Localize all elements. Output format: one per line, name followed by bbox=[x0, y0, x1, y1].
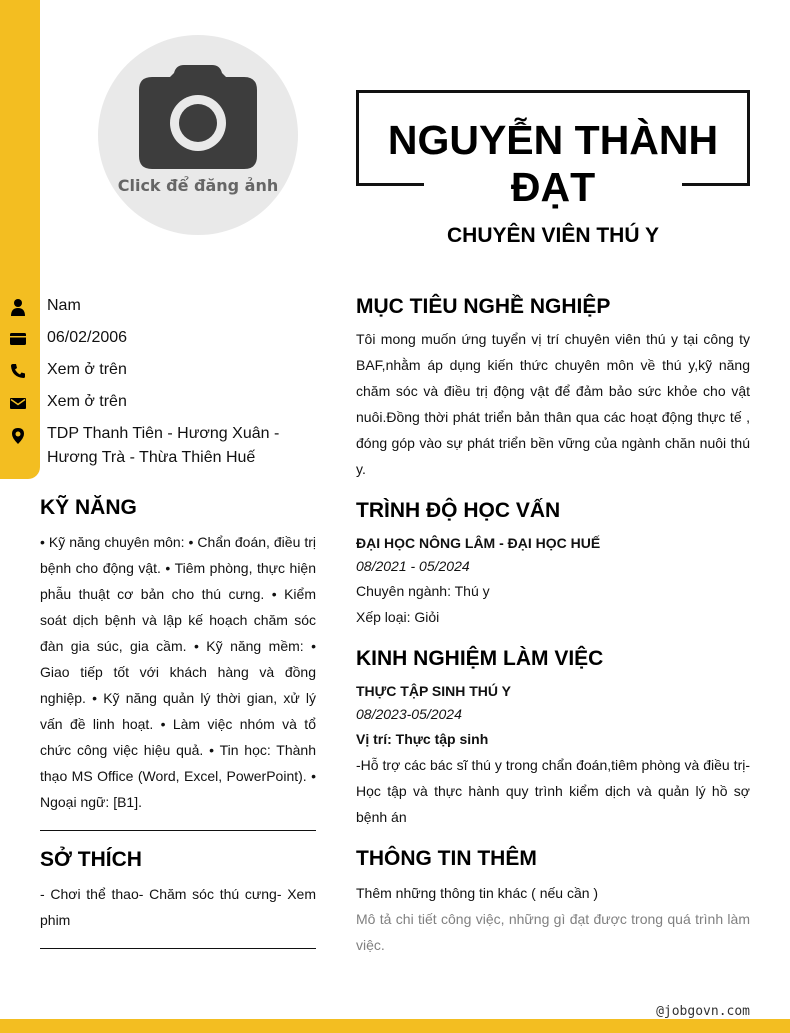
objective-text: Tôi mong muốn ứng tuyển vị trí chuyên viên thú y tại công ty BAF,nhằm áp dụng kiến thức chuyên môn về thú y,kỹ năng chăm sóc và điều trị động vật để đảm bảo sức khỏe cho vật nuôi.Đồng thời phát triển bản thân qua các hoạt động thực tế , đóng góp vào sự phát triển bền vững của ngành chăn nuôi thú y. bbox=[356, 331, 750, 477]
education-rank: Xếp loại: Giỏi bbox=[356, 609, 440, 625]
birthday-value: 06/02/2006 bbox=[47, 329, 128, 346]
person-icon bbox=[9, 298, 27, 316]
experience-position: Vị trí: Thực tập sinh bbox=[356, 731, 489, 747]
camera-icon bbox=[138, 65, 258, 169]
photo-upload[interactable] bbox=[98, 35, 298, 235]
footer-watermark: @jobgovn.com bbox=[656, 1004, 750, 1019]
phone-icon bbox=[9, 362, 27, 380]
address-value: TDP Thanh Tiên - Hương Xuân - Hương Trà - Thừa Thiên Huế bbox=[47, 425, 280, 466]
education-period: 08/2021 - 05/2024 bbox=[356, 558, 470, 574]
location-pin-icon bbox=[9, 427, 27, 445]
education-major: Chuyên ngành: Thú y bbox=[356, 583, 490, 599]
experience-title: KINH NGHIỆM LÀM VIỆC bbox=[356, 647, 604, 670]
calendar-icon bbox=[9, 330, 27, 348]
skills-title: KỸ NĂNG bbox=[40, 496, 137, 519]
additional-line: Thêm những thông tin khác ( nếu cần ) bbox=[356, 885, 599, 901]
hobbies-title: SỞ THÍCH bbox=[40, 848, 142, 871]
gender-value: Nam bbox=[47, 297, 81, 314]
education-school: ĐẠI HỌC NÔNG LÂM - ĐẠI HỌC HUẾ bbox=[356, 535, 601, 551]
photo-upload-label: Click để đăng ảnh bbox=[117, 176, 279, 195]
experience-company: THỰC TẬP SINH THÚ Y bbox=[356, 683, 511, 699]
hobbies-divider bbox=[40, 948, 316, 949]
full-name: NGUYỄN THÀNH ĐẠT bbox=[387, 117, 719, 210]
mail-icon bbox=[9, 394, 27, 412]
email-value: Xem ở trên bbox=[47, 393, 127, 410]
phone-value: Xem ở trên bbox=[47, 361, 127, 378]
bottom-accent-bar bbox=[0, 1019, 790, 1033]
additional-title: THÔNG TIN THÊM bbox=[356, 847, 537, 870]
experience-description: -Hỗ trợ các bác sĩ thú y trong chẩn đoán,tiêm phòng và điều trị-Học tập và thực hành quy trình kiểm dịch và quản lý hồ sợ bệnh án bbox=[356, 757, 750, 825]
additional-description: Mô tả chi tiết công việc, những gì đạt được trong quá trình làm việc. bbox=[356, 911, 750, 953]
education-title: TRÌNH ĐỘ HỌC VẤN bbox=[356, 499, 561, 522]
skills-divider bbox=[40, 830, 316, 831]
job-title: CHUYÊN VIÊN THÚ Y bbox=[447, 224, 659, 247]
objective-title: MỤC TIÊU NGHỀ NGHIỆP bbox=[356, 295, 611, 318]
hobbies-text: - Chơi thể thao- Chăm sóc thú cưng- Xem phim bbox=[40, 886, 316, 928]
skills-text: • Kỹ năng chuyên môn: • Chẩn đoán, điều trị bệnh cho động vật. • Tiêm phòng, thực hiện phẫu thuật cơ bản cho thú cưng. • Kiểm soát dịch bệnh và lập kế hoạch chăm sóc đàn gia súc, gia cầm. • Kỹ năng mềm: • Giao tiếp tốt với khách hàng và đồng nghiệp. • Kỹ năng quản lý thời gian, xử lý vấn đề linh hoạt. • Làm việc nhóm và tổ chức công việc hiệu quả. • Tin học: Thành thạo MS Office (Word, Excel, PowerPoint). • Ngoại ngữ: [B1]. bbox=[40, 534, 316, 810]
experience-period: 08/2023-05/2024 bbox=[356, 706, 462, 722]
